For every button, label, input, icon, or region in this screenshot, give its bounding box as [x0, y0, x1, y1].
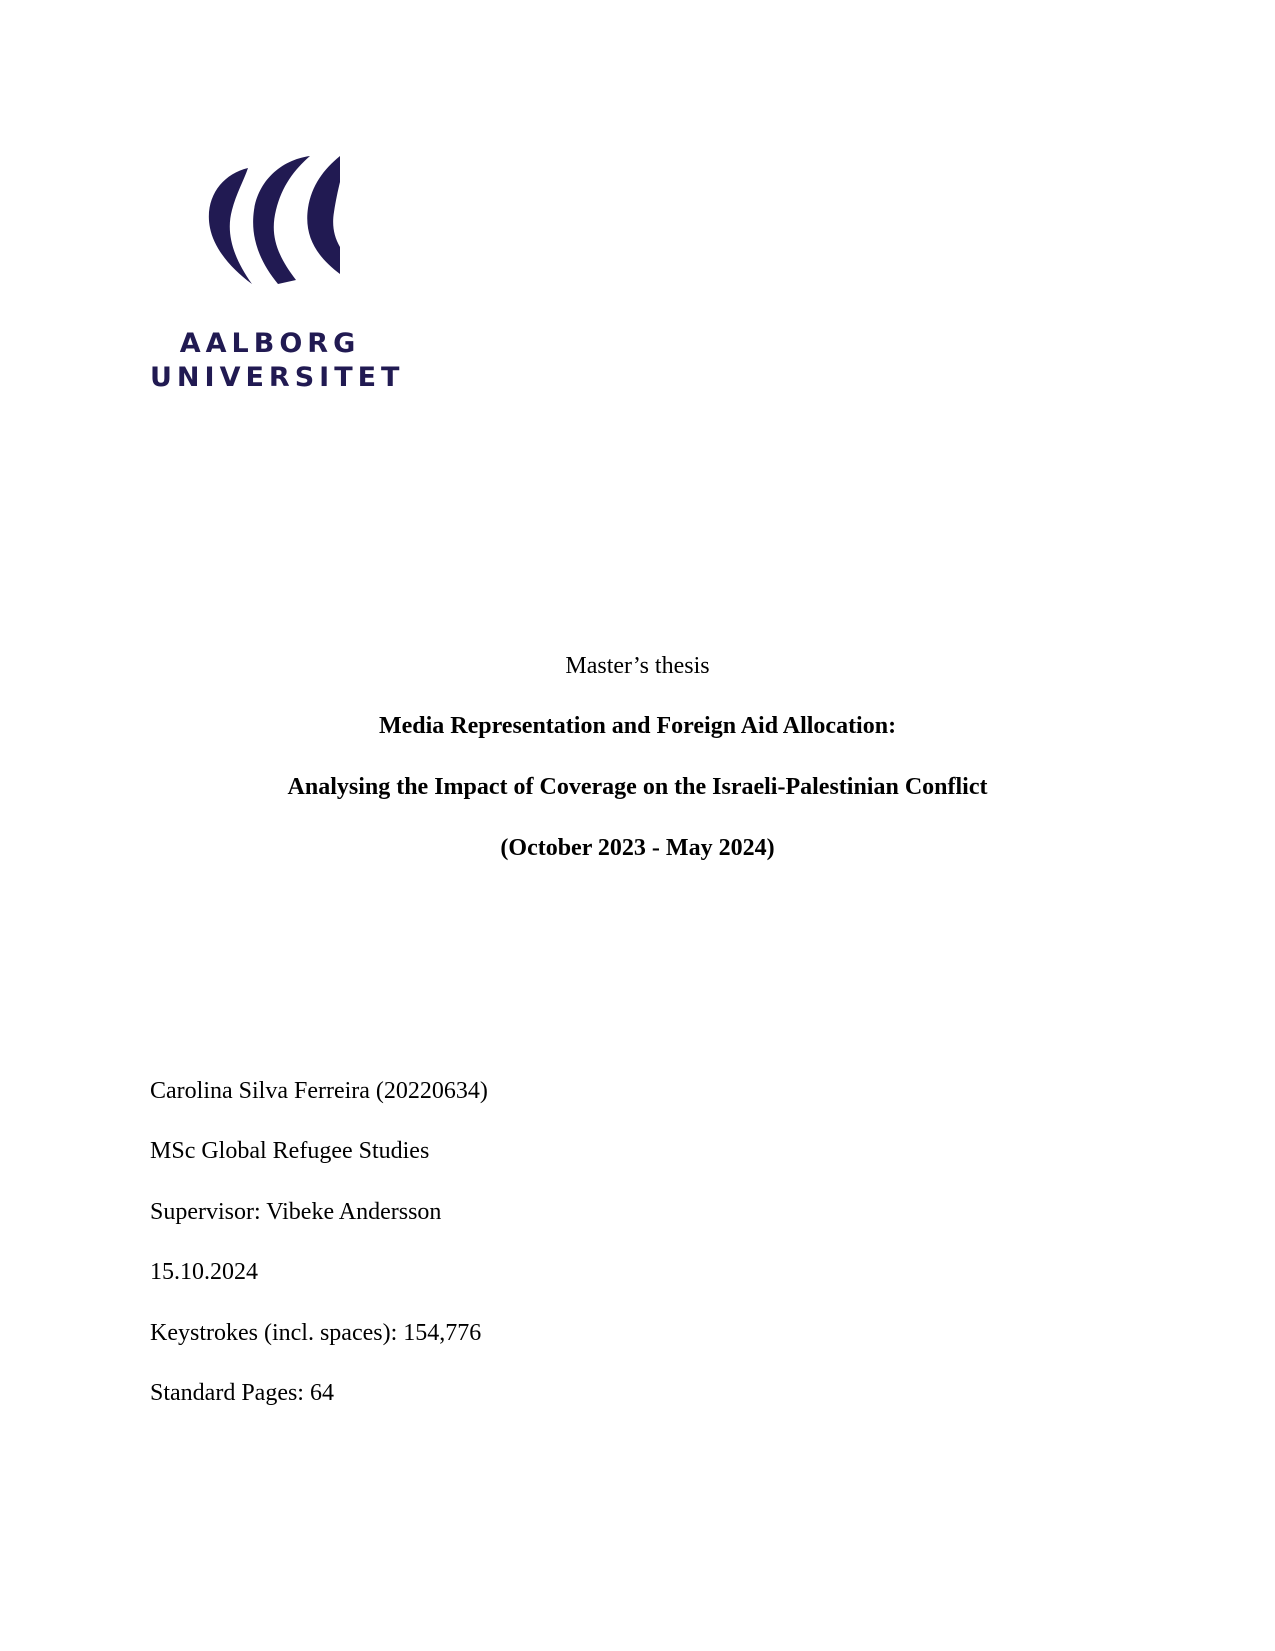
supervisor-line: Supervisor: Vibeke Andersson — [150, 1199, 442, 1225]
keystrokes-line: Keystrokes (incl. spaces): 154,776 — [150, 1320, 482, 1346]
author-line: Carolina Silva Ferreira (20220634) — [150, 1078, 488, 1104]
document-type: Master’s thesis — [565, 653, 710, 679]
thesis-title-line-3: (October 2023 - May 2024) — [500, 835, 775, 861]
logo-text-universitet: UNIVERSITET — [150, 362, 405, 393]
date-line: 15.10.2024 — [150, 1259, 258, 1285]
aalborg-wave-emblem-icon — [200, 150, 340, 290]
standard-pages-line: Standard Pages: 64 — [150, 1380, 334, 1406]
logo-text-aalborg: AALBORG — [179, 328, 361, 359]
thesis-title-line-1: Media Representation and Foreign Aid Allocation: — [378, 713, 897, 739]
university-logo — [150, 150, 405, 400]
thesis-title-line-2: Analysing the Impact of Coverage on the Israeli-Palestinian Conflict — [287, 774, 988, 800]
programme-line: MSc Global Refugee Studies — [150, 1138, 430, 1164]
